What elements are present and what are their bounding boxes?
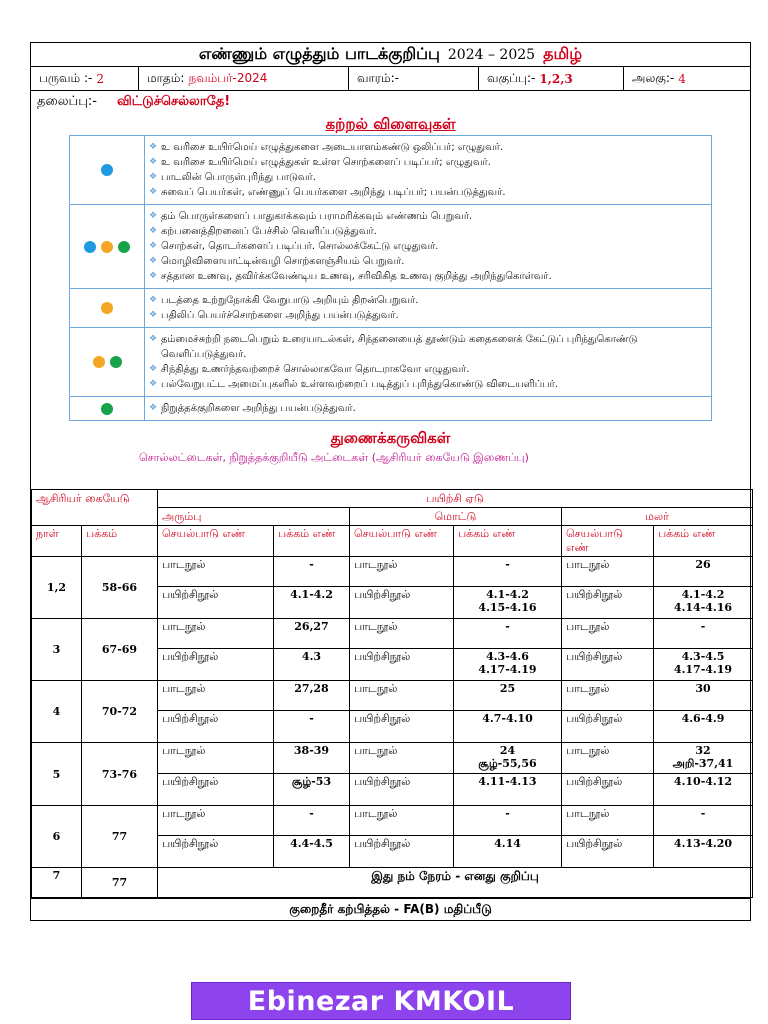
outcome-text: பல்வேறுபட்ட அமைப்புகளில் உள்ளவற்றைப் படித்துப் புரிந்துகொண்டு விடையளிப்பர்.: [161, 379, 559, 390]
textbook-page-cell: 27,28: [274, 681, 350, 711]
workbook-page-cell: 4.14: [454, 836, 562, 868]
textbook-label: பாடநூல்: [562, 557, 654, 587]
outcome-text: நிறுத்தக்குறிகளை அறிந்து பயன்படுத்துவர்.: [161, 403, 356, 414]
topic-value: விட்டுச்செல்லாதே!: [116, 94, 231, 109]
diamond-bullet-icon: ❖: [149, 256, 158, 266]
malar-activity-header: செயல்பாடு எண்: [562, 526, 654, 557]
plan-row: [32, 619, 753, 649]
class-cell: [479, 67, 624, 90]
workbook-page-cell: 4.13-4.20: [654, 836, 753, 868]
diamond-bullet-icon: ❖: [149, 295, 158, 305]
diamond-bullet-icon: ❖: [149, 403, 158, 413]
textbook-label: பாடநூல்: [350, 681, 454, 711]
diamond-bullet-icon: ❖: [149, 226, 158, 236]
guide-page-cell: 77: [82, 806, 158, 868]
outcome-text: தம் பொருள்களைப் பாதுகாக்கவும் பராமரிக்கவும் எண்ணம் பெறுவர்.: [161, 211, 473, 222]
workbook-page-cell: 4.10-4.12: [654, 774, 753, 806]
guide-page-cell: 58-66: [82, 557, 158, 619]
day-cell: 5: [32, 743, 82, 806]
outcome-item: [149, 239, 705, 254]
guide-page-cell: 77: [82, 868, 158, 898]
diamond-bullet-icon: ❖: [149, 187, 158, 197]
outcome-text: பாடலின் பொருள்புரிந்து பாடுவர்.: [161, 172, 316, 183]
level-dots: [70, 328, 145, 396]
unit-value: 4: [678, 71, 686, 86]
textbook-page-cell: 38-39: [274, 743, 350, 774]
outcome-group: [70, 289, 711, 328]
my-note-cell: இது நம் நேரம் - எனது குறிப்பு: [158, 868, 753, 898]
day-header: நாள்: [32, 526, 82, 557]
workbook-label: பயிற்சிநூல்: [158, 774, 274, 806]
level-dot-icon: [101, 302, 113, 314]
workbook-page-cell: சூழ்-53: [274, 774, 350, 806]
level-dot-icon: [110, 356, 122, 368]
month-label: மாதம்:: [147, 70, 185, 85]
level-dots: [70, 397, 145, 420]
level-dot-icon: [118, 241, 130, 253]
page-title: எண்ணும் எழுத்தும் பாடக்குறிப்பு: [198, 44, 440, 63]
malar-page-header: பக்கம் எண்: [654, 526, 753, 557]
level-malar: மலர்: [562, 508, 753, 526]
outcome-group: [70, 205, 711, 289]
aids-heading: துணைக்கருவிகள்: [330, 429, 451, 447]
diamond-bullet-icon: ❖: [149, 211, 158, 221]
guide-page-cell: 67-69: [82, 619, 158, 681]
plan-row: [32, 681, 753, 711]
class-label: வகுப்பு:-: [487, 70, 536, 85]
textbook-page-cell: -: [654, 619, 753, 649]
month-cell: [139, 67, 349, 90]
outcome-item: [149, 224, 705, 239]
workbook-page-cell: 4.3: [274, 649, 350, 681]
workbook-page-cell: 4.1-4.2: [274, 587, 350, 619]
workbook-page-cell: 4.6-4.9: [654, 711, 753, 743]
outcome-group: [70, 136, 711, 205]
level-dot-icon: [101, 164, 113, 176]
level-dots: [70, 136, 145, 204]
outcome-text: சிந்தித்து உணர்ந்தவற்றைச் சொல்லாகவோ தொடராகவோ எழுதுவர்.: [161, 364, 470, 375]
outcome-item: [149, 209, 705, 224]
workbook-label: பயிற்சிநூல்: [350, 836, 454, 868]
workbook-page-cell: 4.1-4.2 4.14-4.16: [654, 587, 753, 619]
title-row: [31, 43, 750, 67]
workbook-label: பயிற்சிநூல்: [158, 649, 274, 681]
term-cell: [31, 67, 139, 90]
workbook-label: பயிற்சிநூல்: [562, 711, 654, 743]
outcome-text: தம்மைச்சுற்றி நடைபெறும் உரையாடல்கள், சிந்தனையைத் தூண்டும் கதைகளைக் கேட்டுப் புரிந்துகொண்டு வெளிப்படுத்துவர்.: [161, 334, 638, 360]
textbook-label: பாடநூல்: [562, 681, 654, 711]
brand-banner: [191, 982, 571, 1020]
textbook-label: பாடநூல்: [158, 681, 274, 711]
topic-label: தலைப்பு:-: [37, 94, 97, 109]
level-dot-icon: [84, 241, 96, 253]
workbook-label: பயிற்சிநூல்: [158, 587, 274, 619]
outcome-item: [149, 362, 705, 377]
outcome-items: [145, 136, 711, 204]
diamond-bullet-icon: ❖: [149, 271, 158, 281]
textbook-page-cell: 26: [654, 557, 753, 587]
diamond-bullet-icon: ❖: [149, 172, 158, 182]
workbook-page-cell: 4.11-4.13: [454, 774, 562, 806]
diamond-bullet-icon: ❖: [149, 241, 158, 251]
footer-text: குறைதீர் கற்பித்தல் - FA(B) மதிப்பீடு: [289, 901, 492, 916]
day-cell: 6: [32, 806, 82, 868]
outcome-item: [149, 377, 705, 392]
diamond-bullet-icon: ❖: [149, 142, 158, 152]
day-cell: 7: [32, 868, 82, 898]
workbook-page-cell: 4.1-4.2 4.15-4.16: [454, 587, 562, 619]
guide-heading: ஆசிரியர் கையேடு: [32, 490, 158, 508]
academic-year: 2024 – 2025: [447, 46, 536, 63]
workbook-page-cell: 4.4-4.5: [274, 836, 350, 868]
term-value: 2: [96, 71, 105, 86]
guide-page-cell: 73-76: [82, 743, 158, 806]
page-header: பக்கம்: [82, 526, 158, 557]
workbook-label: பயிற்சிநூல்: [350, 587, 454, 619]
outcome-text: சொற்கள், தொடர்களைப் படிப்பர். சொல்லக்கேட்டு எழுதுவர்.: [161, 241, 439, 252]
level-dot-icon: [101, 403, 113, 415]
level-dot-icon: [101, 241, 113, 253]
outcome-item: [149, 401, 705, 416]
level-arumbu: அரும்பு: [158, 508, 350, 526]
workbook-label: பயிற்சிநூல்: [350, 774, 454, 806]
diamond-bullet-icon: ❖: [149, 157, 158, 167]
unit-label: அலகு:-: [632, 70, 675, 85]
textbook-label: பாடநூல்: [350, 557, 454, 587]
class-value: 1,2,3: [539, 71, 573, 86]
mottu-activity-header: செயல்பாடு எண்: [350, 526, 454, 557]
plan-row: [32, 557, 753, 587]
outcome-items: [145, 289, 711, 327]
workbook-label: பயிற்சிநூல்: [562, 587, 654, 619]
unit-cell: [624, 67, 750, 90]
workbook-page-cell: 4.3-4.5 4.17-4.19: [654, 649, 753, 681]
textbook-page-cell: 24 சூழ்-55,56: [454, 743, 562, 774]
meta-row: [31, 67, 750, 91]
outcome-item: [149, 140, 705, 155]
outcome-text: படத்தை உற்றுநோக்கி வேறுபாடு அறியும் திறன்பெறுவர்.: [161, 295, 419, 306]
textbook-page-cell: -: [654, 806, 753, 836]
textbook-label: பாடநூல்: [158, 619, 274, 649]
level-dots: [70, 289, 145, 327]
workbook-label: பயிற்சிநூல்: [350, 711, 454, 743]
plan-row: [32, 743, 753, 774]
month-value: நவம்பர்-2024: [188, 70, 268, 85]
outcome-items: [145, 328, 711, 396]
textbook-label: பாடநூல்: [562, 619, 654, 649]
textbook-page-cell: -: [274, 806, 350, 836]
footer-row: [31, 898, 750, 920]
outcome-text: பதிலிப் பெயர்ச்சொற்களை அறிந்து பயன்படுத்துவர்.: [161, 310, 399, 321]
outcome-item: [149, 185, 705, 200]
workbook-label: பயிற்சிநூல்: [562, 649, 654, 681]
week-label: வாரம்:-: [357, 70, 399, 85]
aids-text: சொல்லட்டைகள், நிறுத்தக்குறியீடு அட்டைகள் (ஆசிரியர் கையேடு இணைப்பு): [139, 451, 529, 464]
workbook-page-cell: 4.3-4.6 4.17-4.19: [454, 649, 562, 681]
lesson-plan-sheet: [30, 42, 751, 921]
term-label: பருவம் :-: [39, 70, 93, 85]
plan-table: [31, 489, 753, 898]
outcome-item: [149, 254, 705, 269]
subject-name: தமிழ்: [543, 44, 583, 63]
textbook-label: பாடநூல்: [350, 743, 454, 774]
day-cell: 1,2: [32, 557, 82, 619]
textbook-page-cell: 30: [654, 681, 753, 711]
textbook-page-cell: -: [454, 557, 562, 587]
week-cell: [349, 67, 479, 90]
outcome-group: [70, 397, 711, 420]
outcome-item: [149, 155, 705, 170]
outcome-item: [149, 332, 705, 362]
level-mottu: மொட்டு: [350, 508, 562, 526]
arumbu-activity-header: செயல்பாடு எண்: [158, 526, 274, 557]
plan-row: [32, 806, 753, 836]
textbook-page-cell: -: [274, 557, 350, 587]
level-dots: [70, 205, 145, 288]
workbook-page-cell: -: [274, 711, 350, 743]
outcome-text: மொழிவிளையாட்டின்வழி சொற்களஞ்சியம் பெறுவர்.: [161, 256, 405, 267]
textbook-page-cell: -: [454, 806, 562, 836]
outcome-text: உ வரிசை உயிர்மெய் எழுத்துகள் உள்ள சொற்களைப் படிப்பர்; எழுதுவர்.: [161, 157, 491, 168]
outcome-text: கற்பனைத்திறனைப் பேச்சில் வெளிப்படுத்துவர்.: [161, 226, 377, 237]
plan-row-last: [32, 868, 753, 898]
arumbu-page-header: பக்கம் எண்: [274, 526, 350, 557]
textbook-label: பாடநூல்: [158, 557, 274, 587]
day-cell: 4: [32, 681, 82, 743]
workbook-heading: பயிற்சி ஏடு: [158, 490, 753, 508]
outcomes-heading: கற்றல் விளைவுகள்: [325, 115, 456, 133]
textbook-page-cell: 32 அறி-37,41: [654, 743, 753, 774]
diamond-bullet-icon: ❖: [149, 334, 158, 344]
outcome-item: [149, 170, 705, 185]
workbook-label: பயிற்சிநூல்: [562, 774, 654, 806]
outcome-text: உ வரிசை உயிர்மெய் எழுத்துகளை அடையாளம்கண்டு ஒலிப்பர்; எழுதுவர்.: [161, 142, 504, 153]
textbook-label: பாடநூல்: [158, 743, 274, 774]
workbook-label: பயிற்சிநூல்: [158, 836, 274, 868]
textbook-label: பாடநூல்: [350, 806, 454, 836]
guide-spacer: [32, 508, 158, 526]
workbook-label: பயிற்சிநூல்: [562, 836, 654, 868]
topic-row: [31, 91, 750, 113]
textbook-label: பாடநூல்: [562, 806, 654, 836]
textbook-page-cell: 25: [454, 681, 562, 711]
outcome-item: [149, 293, 705, 308]
outcome-text: சுவைப் பெயர்கள், எண்ணுப் பெயர்களை அறிந்து படிப்பர்; பயன்படுத்துவர்.: [161, 187, 506, 198]
mottu-page-header: பக்கம் எண்: [454, 526, 562, 557]
guide-page-cell: 70-72: [82, 681, 158, 743]
diamond-bullet-icon: ❖: [149, 310, 158, 320]
outcome-items: [145, 397, 711, 420]
textbook-page-cell: 26,27: [274, 619, 350, 649]
textbook-label: பாடநூல்: [562, 743, 654, 774]
textbook-label: பாடநூல்: [350, 619, 454, 649]
workbook-label: பயிற்சிநூல்: [158, 711, 274, 743]
workbook-label: பயிற்சிநூல்: [350, 649, 454, 681]
day-cell: 3: [32, 619, 82, 681]
workbook-page-cell: 4.7-4.10: [454, 711, 562, 743]
brand-text: Ebinezar KMKOIL: [247, 985, 515, 1017]
diamond-bullet-icon: ❖: [149, 364, 158, 374]
textbook-label: பாடநூல்: [158, 806, 274, 836]
outcome-item: [149, 269, 705, 284]
outcome-items: [145, 205, 711, 288]
outcome-item: [149, 308, 705, 323]
outcome-group: [70, 328, 711, 397]
textbook-page-cell: -: [454, 619, 562, 649]
outcome-text: சத்தான உணவு, தவிர்க்கவேண்டிய உணவு, சரிவிகித உணவு குறித்து அறிந்துகொள்வர்.: [161, 271, 552, 282]
level-dot-icon: [93, 356, 105, 368]
learning-outcomes-box: [69, 135, 712, 421]
diamond-bullet-icon: ❖: [149, 379, 158, 389]
